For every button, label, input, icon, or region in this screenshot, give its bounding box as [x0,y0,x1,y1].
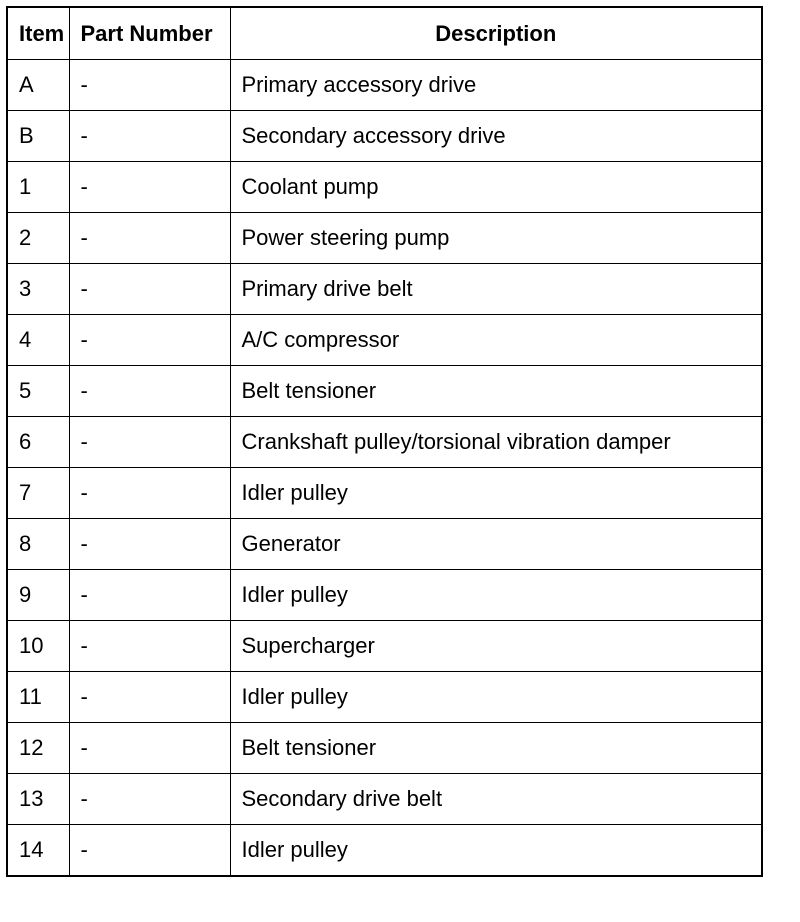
cell-part-number: - [69,315,230,366]
table-header [7,7,762,60]
cell-part-number: - [69,774,230,825]
cell-description: Coolant pump [230,162,762,213]
table-row [7,672,762,723]
table-row [7,162,762,213]
table-row [7,60,762,111]
cell-part-number: - [69,213,230,264]
cell-item: 4 [7,315,69,366]
table-row [7,468,762,519]
parts-table [6,6,763,877]
header-part-number: Part Number [69,7,230,60]
cell-part-number: - [69,519,230,570]
cell-part-number: - [69,60,230,111]
cell-item: 10 [7,621,69,672]
cell-part-number: - [69,570,230,621]
cell-part-number: - [69,417,230,468]
cell-description: Supercharger [230,621,762,672]
cell-description: Belt tensioner [230,723,762,774]
cell-part-number: - [69,825,230,877]
table-row [7,213,762,264]
cell-item: B [7,111,69,162]
table-row [7,825,762,877]
header-row [7,7,762,60]
cell-description: Power steering pump [230,213,762,264]
table-row [7,264,762,315]
cell-part-number: - [69,621,230,672]
cell-part-number: - [69,672,230,723]
cell-description: Idler pulley [230,825,762,877]
cell-description: Belt tensioner [230,366,762,417]
cell-description: Idler pulley [230,468,762,519]
cell-part-number: - [69,468,230,519]
header-description: Description [230,7,762,60]
cell-item: 2 [7,213,69,264]
cell-part-number: - [69,162,230,213]
cell-item: 11 [7,672,69,723]
cell-description: Primary accessory drive [230,60,762,111]
table-row [7,774,762,825]
cell-item: 9 [7,570,69,621]
cell-description: Crankshaft pulley/torsional vibration damper [230,417,762,468]
cell-item: 13 [7,774,69,825]
cell-item: 1 [7,162,69,213]
cell-item: 3 [7,264,69,315]
cell-item: 12 [7,723,69,774]
table-row [7,723,762,774]
cell-description: Generator [230,519,762,570]
table-row [7,417,762,468]
cell-item: 6 [7,417,69,468]
cell-part-number: - [69,111,230,162]
cell-description: Primary drive belt [230,264,762,315]
cell-description: A/C compressor [230,315,762,366]
table-body [7,60,762,877]
cell-item: A [7,60,69,111]
cell-item: 7 [7,468,69,519]
cell-part-number: - [69,723,230,774]
header-item: Item [7,7,69,60]
cell-part-number: - [69,366,230,417]
cell-description: Idler pulley [230,672,762,723]
cell-item: 14 [7,825,69,877]
cell-description: Idler pulley [230,570,762,621]
table-row [7,366,762,417]
table-row [7,315,762,366]
cell-item: 8 [7,519,69,570]
table-row [7,519,762,570]
cell-item: 5 [7,366,69,417]
table-row [7,570,762,621]
table-row [7,111,762,162]
table-row [7,621,762,672]
cell-part-number: - [69,264,230,315]
cell-description: Secondary accessory drive [230,111,762,162]
cell-description: Secondary drive belt [230,774,762,825]
